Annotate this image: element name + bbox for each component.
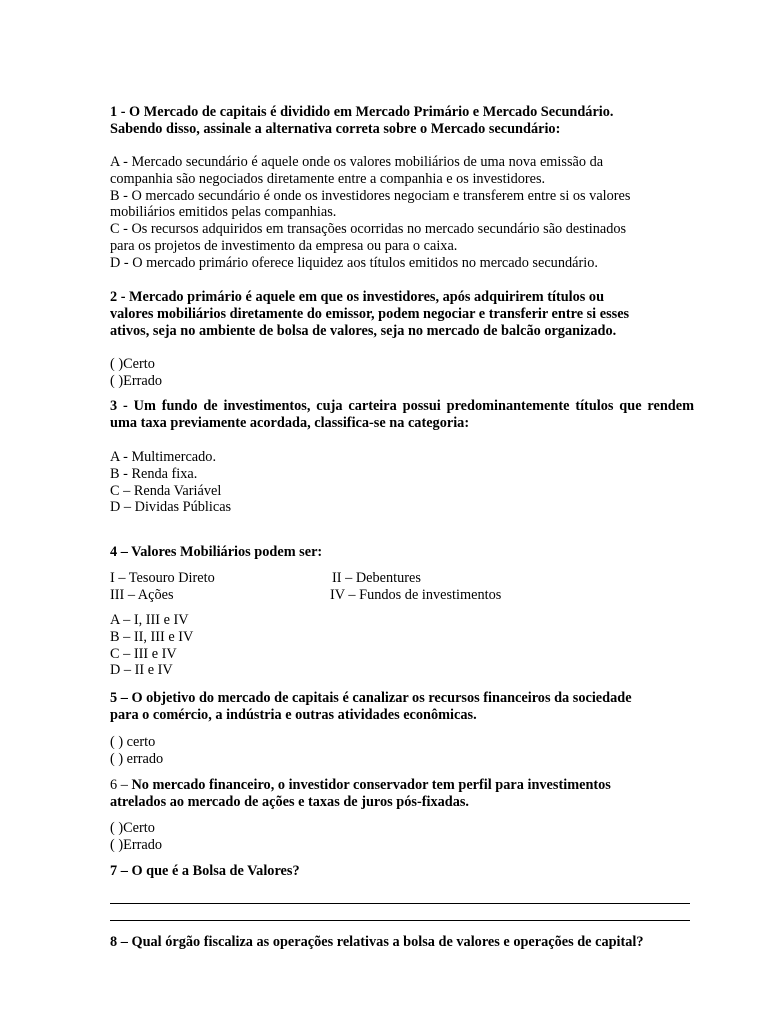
q5-option-errado[interactable]: ( ) errado — [110, 750, 164, 767]
q4-item-ii: II – Debentures — [332, 570, 421, 586]
q2-statement — [110, 289, 694, 339]
q4-options — [110, 612, 694, 679]
q8-title: 8 – Qual órgão fiscaliza as operações relativas a bolsa de valores e operações de capital? — [110, 934, 644, 950]
q6-statement — [110, 777, 694, 811]
q1-option-line: mobiliários emitidos pelas companhias. — [110, 204, 337, 221]
q4-items-row — [110, 587, 694, 604]
q2-option-certo[interactable]: ( )Certo — [110, 356, 155, 372]
q5-answers — [110, 734, 694, 768]
q4-item-i: I – Tesouro Direto — [110, 570, 215, 586]
q1-option-line: B - O mercado secundário é onde os investidores negociam e transferem entre si os valores — [110, 187, 631, 204]
q4-items-row — [110, 570, 694, 587]
q4-title: 4 – Valores Mobiliários podem ser: — [110, 544, 323, 560]
q3-option-b[interactable]: B - Renda fixa. — [110, 465, 198, 482]
q1-option-line: C - Os recursos adquiridos em transações ocorridas no mercado secundário são destinados — [110, 221, 627, 238]
q1-option-line: A - Mercado secundário é aquele onde os valores mobiliários de uma nova emissão da — [110, 154, 604, 170]
q1-option-line: companhia são negociados diretamente entre a companhia e os investidores. — [110, 170, 546, 187]
q1-options — [110, 154, 694, 272]
q6-option-certo[interactable]: ( )Certo — [110, 820, 155, 836]
q6-answers — [110, 820, 694, 854]
q6-statement-text: No mercado financeiro, o investidor conservador tem perfil para investimentos — [131, 777, 611, 793]
q2-statement-line: valores mobiliários diretamente do emissor, podem negociar e transferir entre si esses — [110, 305, 630, 322]
q1-option-line: D - O mercado primário oferece liquidez aos títulos emitidos no mercado secundário. — [110, 254, 598, 271]
q5-option-certo[interactable]: ( ) certo — [110, 734, 156, 750]
q3-options — [110, 449, 694, 516]
q7-title: 7 – O que é a Bolsa de Valores? — [110, 863, 300, 879]
q3-option-d[interactable]: D – Dividas Públicas — [110, 499, 232, 516]
q2-option-errado[interactable]: ( )Errado — [110, 372, 162, 389]
q4-option-c[interactable]: C – III e IV — [110, 645, 177, 662]
q3-statement: 3 - Um fundo de investimentos, cuja carteira possui predominantemente títulos que rendem uma taxa previamente acordada, classifica-se na categoria: — [110, 398, 694, 431]
q2-statement-line: ativos, seja no ambiente de bolsa de valores, seja no mercado de balcão organizado. — [110, 322, 617, 339]
q5-statement-line: para o comércio, a indústria e outras atividades econômicas. — [110, 706, 477, 723]
q3-option-c[interactable]: C – Renda Variável — [110, 482, 222, 499]
q1-title-line: 1 - O Mercado de capitais é dividido em Mercado Primário e Mercado Secundário. — [110, 104, 614, 120]
q1-option-line: para os projetos de investimento da empresa ou para o caixa. — [110, 237, 458, 254]
q7-answer-line[interactable] — [110, 920, 690, 921]
q4-item-iii: III – Ações — [110, 587, 174, 603]
q1-title-line: Sabendo disso, assinale a alternativa correta sobre o Mercado secundário: — [110, 120, 561, 137]
q6-statement-line — [110, 777, 694, 794]
q7-answer-line[interactable] — [110, 903, 690, 904]
q6-statement-line: atrelados ao mercado de ações e taxas de juros pós-fixadas. — [110, 793, 469, 810]
q5-statement — [110, 690, 694, 724]
q5-statement-line: 5 – O objetivo do mercado de capitais é canalizar os recursos financeiros da sociedade — [110, 690, 632, 706]
q4-option-d[interactable]: D – II e IV — [110, 662, 173, 679]
q4-item-iv: IV – Fundos de investimentos — [330, 587, 502, 603]
q6-option-errado[interactable]: ( )Errado — [110, 836, 162, 853]
q6-number: 6 – — [110, 777, 132, 793]
q2-answers — [110, 356, 694, 390]
q2-statement-line: 2 - Mercado primário é aquele em que os investidores, após adquirirem títulos ou — [110, 289, 605, 305]
q4-items — [110, 570, 694, 604]
q1-title — [110, 104, 694, 138]
q4-option-b[interactable]: B – II, III e IV — [110, 628, 194, 645]
q4-option-a[interactable]: A – I, III e IV — [110, 612, 189, 628]
q3-option-a[interactable]: A - Multimercado. — [110, 449, 217, 465]
